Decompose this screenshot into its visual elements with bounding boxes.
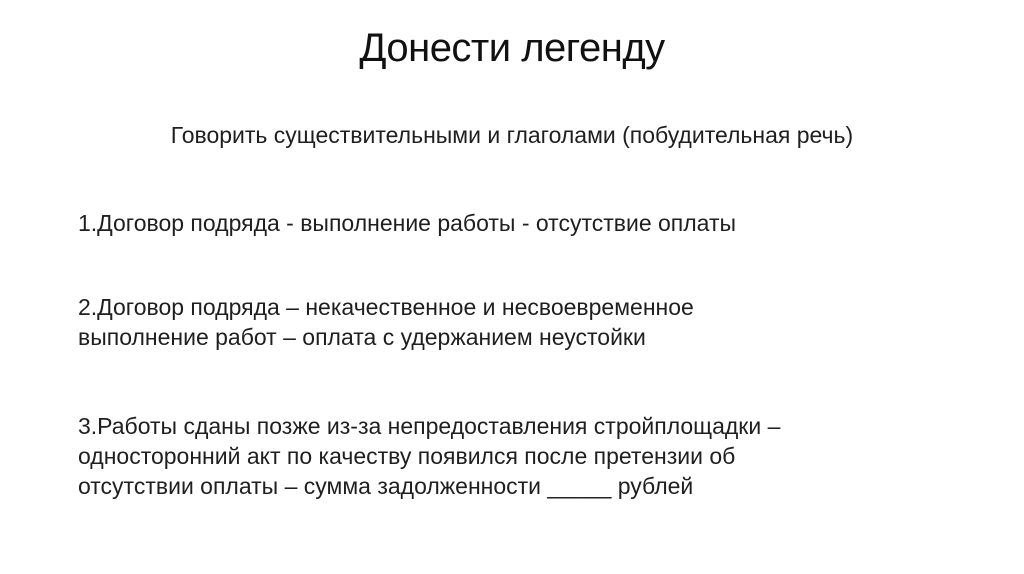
point-2 <box>78 292 978 352</box>
point-3 <box>78 411 978 501</box>
point-2-line-2: выполнение работ – оплата с удержанием неустойки <box>78 324 646 350</box>
point-2-line-1: 2.Договор подряда – некачественное и несвоевременное <box>78 294 694 320</box>
point-1-line-1: 1.Договор подряда - выполнение работы - отсутствие оплаты <box>78 210 737 236</box>
point-3-line-2: односторонний акт по качеству появился после претензии об <box>78 443 736 469</box>
slide-title: Донести легенду <box>359 26 665 70</box>
point-3-line-3: отсутствии оплаты – сумма задолженности _____ рублей <box>78 473 694 499</box>
point-1 <box>78 208 978 238</box>
point-3-line-1: 3.Работы сданы позже из-за непредоставления стройплощадки – <box>78 413 781 439</box>
slide-subtitle: Говорить существительными и глаголами (побудительная речь) <box>170 122 854 148</box>
